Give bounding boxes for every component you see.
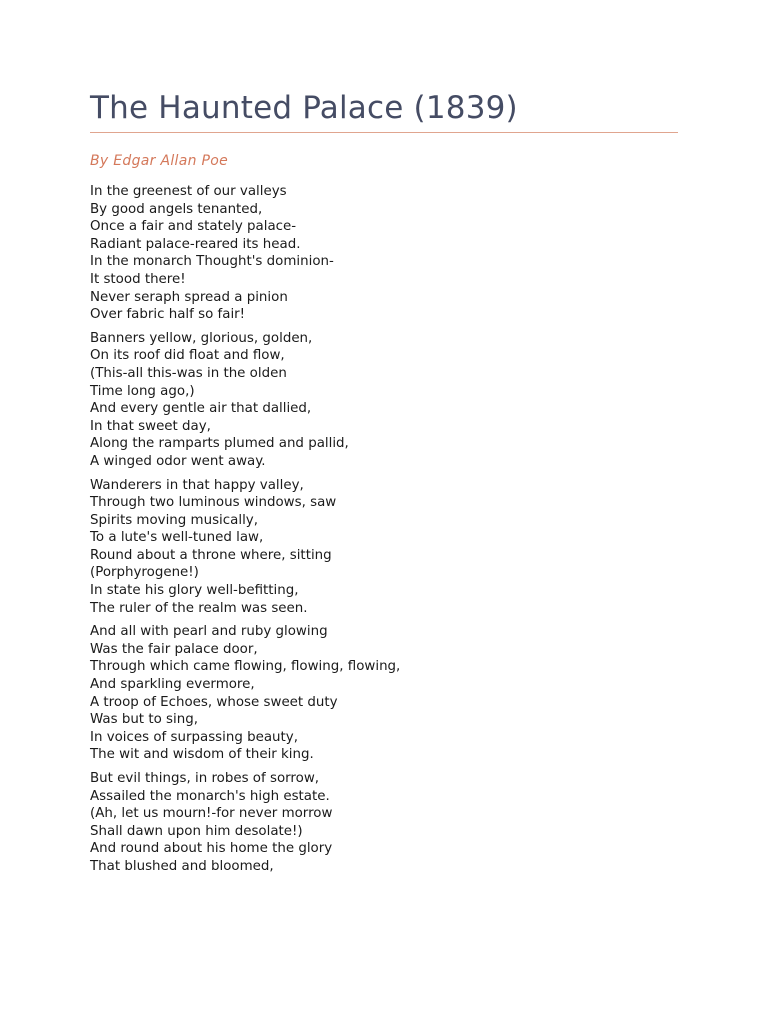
poem-line: Was the fair palace door,	[90, 641, 258, 657]
stanza-4	[90, 623, 690, 764]
poem-line: That blushed and bloomed,	[90, 858, 274, 874]
poem-line: Along the ramparts plumed and pallid,	[90, 436, 349, 452]
stanza-1	[90, 183, 690, 324]
poem-line: Wanderers in that happy valley,	[90, 477, 304, 493]
poem-line: It stood there!	[90, 271, 186, 287]
poem-body	[90, 183, 690, 882]
title-divider	[90, 132, 678, 133]
page-title: The Haunted Palace (1839)	[90, 90, 518, 126]
poem-line: (Porphyrogene!)	[90, 565, 199, 581]
poem-line: (This-all this-was in the olden	[90, 365, 287, 381]
poem-line: And sparkling evermore,	[90, 677, 255, 693]
poem-line: To a lute's well-tuned law,	[90, 530, 264, 546]
poem-line: In that sweet day,	[90, 418, 211, 434]
poem-line: Banners yellow, glorious, golden,	[90, 330, 313, 346]
poem-line: In state his glory well-befitting,	[90, 583, 299, 599]
poem-line: Never seraph spread a pinion	[90, 289, 288, 305]
author-byline: By Edgar Allan Poe	[90, 153, 229, 169]
poem-line: A troop of Echoes, whose sweet duty	[90, 694, 338, 710]
poem-line: Radiant palace-reared its head.	[90, 236, 301, 252]
poem-line: Once a fair and stately palace-	[90, 219, 297, 235]
poem-line: Through which came flowing, flowing, flowing,	[90, 659, 401, 675]
poem-line: And round about his home the glory	[90, 841, 333, 857]
poem-line: Spirits moving musically,	[90, 512, 258, 528]
poem-line: Shall dawn upon him desolate!)	[90, 823, 303, 839]
poem-line: Round about a throne where, sitting	[90, 547, 332, 563]
stanza-2	[90, 330, 690, 471]
poem-line: A winged odor went away.	[90, 453, 266, 469]
poem-line: Through two luminous windows, saw	[90, 495, 337, 511]
poem-line: The wit and wisdom of their king.	[90, 747, 314, 763]
poem-line: In voices of surpassing beauty,	[90, 729, 298, 745]
poem-line: Was but to sing,	[90, 712, 198, 728]
poem-line: On its roof did float and flow,	[90, 348, 285, 364]
stanza-3	[90, 477, 690, 618]
poem-line: Time long ago,)	[90, 383, 195, 399]
poem-line: In the monarch Thought's dominion-	[90, 254, 334, 270]
poem-line: (Ah, let us mourn!-for never morrow	[90, 806, 333, 822]
poem-line: And all with pearl and ruby glowing	[90, 624, 328, 640]
poem-line: But evil things, in robes of sorrow,	[90, 771, 320, 786]
poem-line: Assailed the monarch's high estate.	[90, 788, 330, 804]
poem-line: Over fabric half so fair!	[90, 307, 246, 323]
poem-line: In the greenest of our valleys	[90, 184, 287, 199]
poem-line: And every gentle air that dallied,	[90, 401, 312, 417]
poem-line: The ruler of the realm was seen.	[90, 600, 308, 616]
poem-line: By good angels tenanted,	[90, 201, 263, 217]
stanza-5	[90, 770, 690, 876]
